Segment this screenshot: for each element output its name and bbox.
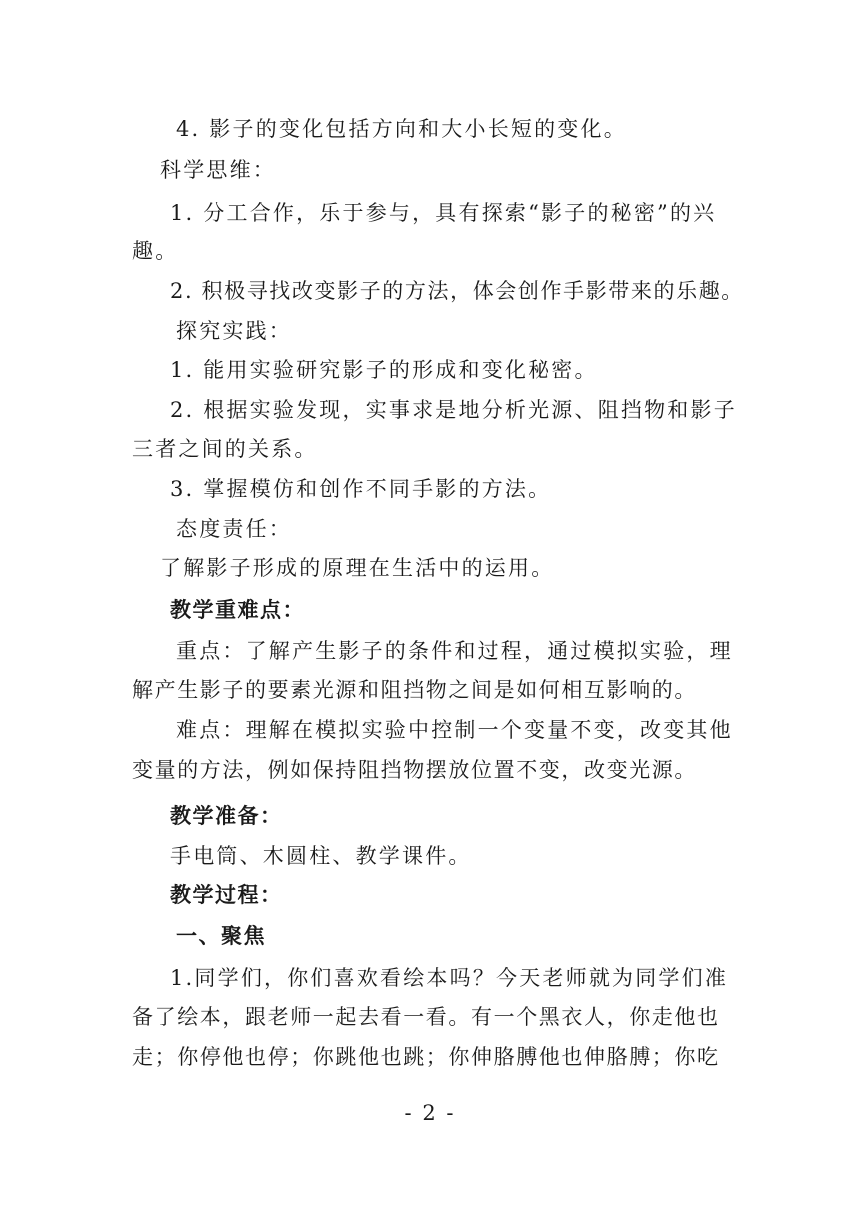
text-line: 变量的方法，例如保持阻挡物摆放位置不变，改变光源。: [132, 758, 697, 782]
text-line: 2. 积极寻找改变影子的方法，体会创作手影带来的乐趣。: [170, 279, 744, 303]
text-line: 三者之间的关系。: [132, 437, 318, 461]
text-line: 1. 分工合作，乐于参与，具有探索“影子的秘密”的兴: [170, 201, 717, 225]
heading: 教学重难点：: [170, 598, 305, 622]
text-line: 了解影子形成的原理在生活中的运用。: [160, 556, 555, 580]
text-line: 趣。: [132, 239, 179, 263]
text-line: 2. 根据实验发现，实事求是地分析光源、阻挡物和影子: [170, 398, 737, 422]
text-line: 备了绘本，跟老师一起去看一看。有一个黑衣人，你走他也: [132, 1005, 720, 1029]
text-line: 重点：了解产生影子的条件和过程，通过模拟实验，理: [176, 639, 733, 663]
heading: 一、聚焦: [176, 924, 266, 948]
heading: 教学过程：: [170, 883, 283, 907]
section-label: 探究实践：: [176, 319, 292, 343]
text-line: 难点：理解在模拟实验中控制一个变量不变，改变其他: [176, 718, 733, 742]
section-label: 态度责任：: [176, 517, 292, 541]
text-line: 1. 能用实验研究影子的形成和变化秘密。: [170, 358, 598, 382]
text-line: 4. 影子的变化包括方向和大小长短的变化。: [176, 117, 627, 141]
text-line: 1.同学们，你们喜欢看绘本吗？今天老师就为同学们准: [170, 966, 729, 990]
page-number: - 2 -: [404, 1101, 456, 1125]
text-line: 手电筒、木圆柱、教学课件。: [170, 844, 472, 868]
heading: 教学准备：: [170, 804, 283, 828]
text-line: 走；你停他也停；你跳他也跳；你伸胳膊他也伸胳膊；你吃: [132, 1045, 720, 1069]
text-line: 3. 掌握模仿和创作不同手影的方法。: [170, 477, 552, 501]
section-label: 科学思维：: [160, 158, 276, 182]
text-line: 解产生影子的要素光源和阻挡物之间是如何相互影响的。: [132, 678, 697, 702]
